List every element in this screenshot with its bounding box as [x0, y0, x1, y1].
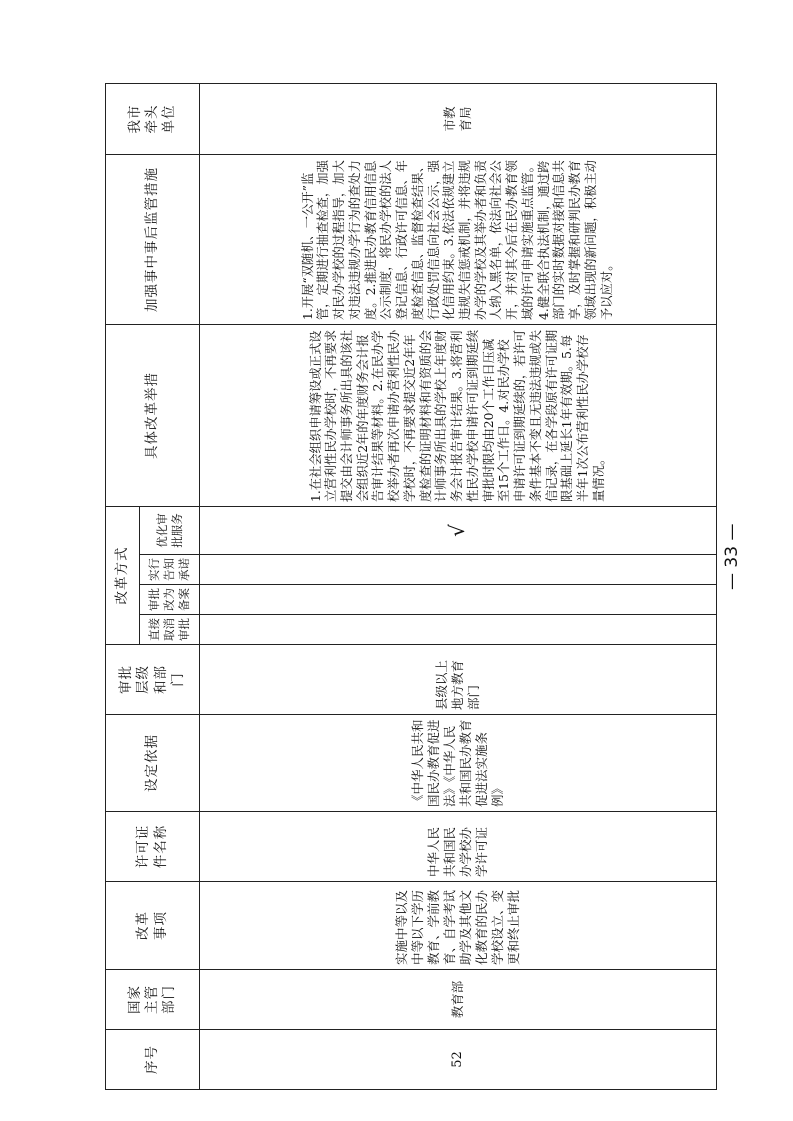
- header-method-notify: 实行告知承诺: [140, 555, 200, 585]
- cell-method-filing: [200, 585, 717, 615]
- check-mark-icon: √: [200, 507, 717, 555]
- header-seq: 序号: [106, 1030, 200, 1090]
- header-dept: 国家主管部门: [106, 970, 200, 1030]
- header-method-filing: 审批改为备案: [140, 585, 200, 615]
- header-supervision: 加强事中事后监管措施: [106, 155, 200, 325]
- cell-basis: 《中华人民共和国民办教育促进法》《中华人民共和国民办教育促进法实施条例》: [200, 715, 717, 812]
- cell-measures: 1.在社会组织申请筹设或正式设立营利性民办学校时，不再要求提交由会计师事务所出具的该社会组织近2年的年度财务会计报告审计结果等材料。2.在民办学校举办者再次申请办营利性民办学校时，不再要求提交近2年年度检查的证明材料和有资质的会计师事务所出具的学校上年度财务会计报告审计结果。3.将营利性民办学校申请许可证到期延续审批时限均由20个工作日压减至15个工作日。4.对民办学校申请许可证到期延续的，若许可条件基本不变且无违法违规或失信记录，在各学段原有许可证期限基础上延长1年有效期。5.每半年1次公布营利性民办学校存量情况。: [200, 325, 717, 507]
- page-number-wrap: [708, 520, 748, 600]
- data-row-52: [200, 84, 717, 1090]
- header-license: 许可证件名称: [106, 812, 200, 882]
- rotated-table-container: [105, 84, 717, 1090]
- cell-seq: 52: [200, 1030, 717, 1090]
- cell-lead: 市教育局: [200, 84, 717, 155]
- cell-level: 县级以上地方教育部门: [200, 645, 717, 715]
- header-basis: 设定依据: [106, 715, 200, 812]
- cell-dept: 教育部: [200, 970, 717, 1030]
- cell-method-notify: [200, 555, 717, 585]
- header-measures: 具体改革举措: [106, 325, 200, 507]
- cell-method-cancel: [200, 615, 717, 645]
- header-method-optimize: 优化审批服务: [140, 507, 200, 555]
- header-lead: 我市牵头单位: [106, 84, 200, 155]
- header-method-cancel: 直接取消审批: [140, 615, 200, 645]
- page-number: — 33 —: [722, 523, 742, 590]
- header-level: 审批层级和部门: [106, 645, 200, 715]
- header-row-1: [106, 84, 140, 1090]
- cell-license: 中华人民共和国民办学校办学许可证: [200, 812, 717, 882]
- header-method-group: 改革方式: [106, 507, 140, 645]
- header-item: 改革事项: [106, 882, 200, 970]
- cell-item: 实施中等以及中等以下学历教育、学前教育、自学考试助学及其他文化教育的民办学校设立、变更和终止审批: [200, 882, 717, 970]
- reform-table: [105, 83, 717, 1090]
- cell-supervision: 1.开展“双随机、一公开”监管，定期进行抽查检查，加强对民办学校的过程指导，加大对违法违规办学行为的查处力度。2.推进民办教育信用信息公示制度，将民办学校的法人登记信息、行政许可信息、年度检查信息、监督检查结果、行政处罚信息向社会公示，强化信用约束。3.依法依规建立违规失信惩戒机制，并将违规办学的学校及其举办者和负责人纳入黑名单，依法向社会公开，并对其今后在民办教育领域的许可申请实施重点监管。4.健全联合执法机制，通过跨部门的实时数据对接和信息共享，及时掌握和研判民办教育领域出现的新问题，积极主动予以应对。: [200, 155, 717, 325]
